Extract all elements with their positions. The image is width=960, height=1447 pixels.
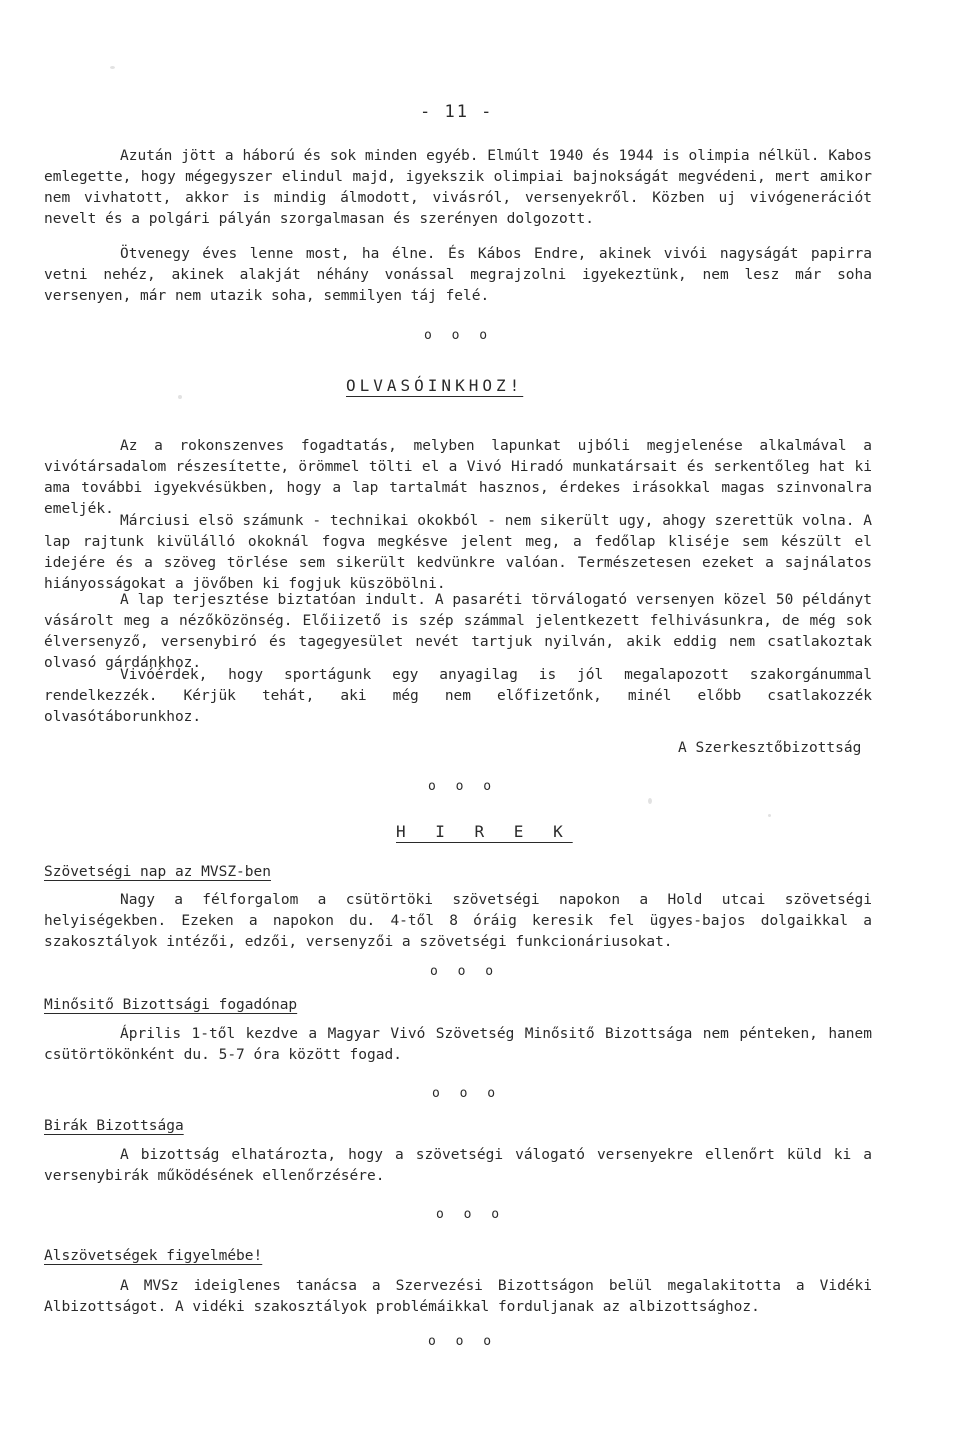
readers-paragraph-4: Vivóérdek, hogy sportágunk egy anyagilag is jól megalapozott szakorgánummal rendelkezzék. Kérjük tehát, aki még nem előfizetőnk, minél előbb csatlakozzék olvasótáborunkhoz. — [44, 667, 872, 725]
page-number: - 11 - — [420, 102, 494, 122]
news-heading-2: Minősitő Bizottsági fogadónap — [44, 997, 298, 1013]
paper-speck — [178, 395, 182, 399]
news-text-4: A MVSz ideiglenes tanácsa a Szervezési Bizottságon belül megalakitotta a Vidéki Albizottságot. A vidéki szakosztályok problémáikkal forduljanak az albizottsághoz. — [44, 1278, 872, 1315]
paper-speck — [110, 66, 115, 69]
section-separator: o o o — [436, 1207, 506, 1222]
intro-paragraph-2: Ötvenegy éves lenne most, ha élne. És Kábos Endre, akinek vivói nagyságát papirra vetni nehéz, akinek alakját néhány vonással megrajzolni igyekeztünk, nem lesz már soha versenyen, már nem utazik soha, semmilyen táj felé. — [44, 246, 872, 304]
paper-speck — [768, 814, 771, 817]
news-text-3: A bizottság elhatározta, hogy a szövetségi válogató versenyekre ellenőrt küld ki a versenybirák működésének ellenőrzésére. — [44, 1147, 872, 1184]
section-separator: o o o — [430, 964, 500, 979]
section-separator: o o o — [428, 1334, 498, 1349]
news-heading-4: Alszövetségek figyelmébe! — [44, 1248, 263, 1264]
readers-section-title: OLVASÓINKHOZ! — [346, 376, 524, 395]
editorial-signature: A Szerkesztőbizottság — [678, 740, 862, 756]
news-text-2: Április 1-től kezdve a Magyar Vivó Szövetség Minősitő Bizottsága nem pénteken, hanem csütörtökönként du. 5-7 óra között fogad. — [44, 1026, 872, 1063]
news-text-1: Nagy a félforgalom a csütörtöki szövetségi napokon a Hold utcai szövetségi helyiségekben. Ezeken a napokon du. 4-től 8 óráig keresik fel ügyes-bajos dolgaikkal a szakosztályok intézői, edzői, versenyzői a szövetségi funkcionáriusokat. — [44, 892, 872, 950]
news-section-title: H I R E K — [396, 822, 573, 841]
news-heading-1: Szövetségi nap az MVSZ-ben — [44, 864, 271, 880]
intro-paragraph-1: Azután jött a háború és sok minden egyéb. Elmúlt 1940 és 1944 is olimpia nélkül. Kabos emlegette, hogy mégegyszer elindul majd, igyekszik olimpiai bajnokságát megvédeni, mert amikor nem vivhatott, akkor is mindig álmodott, vivásról, versenyekről. Közben uj vivógenerációt nevelt és a polgári pályán szorgalmasan és szerényen dolgozott. — [44, 148, 872, 227]
news-heading-3: Birák Bizottsága — [44, 1118, 184, 1134]
section-separator: o o o — [432, 1086, 502, 1101]
section-separator: o o o — [428, 779, 498, 794]
section-separator: o o o — [424, 328, 494, 343]
readers-paragraph-1: Az a rokonszenves fogadtatás, melyben lapunkat ujbóli megjelenése alkalmával a vivótársadalom részesítette, örömmel tölti el a Vivó Hiradó munkatársait és serkentőleg hat ki ama további igyekvésükben, hogy a lap tartalmát hasznos, érdekes irásokkal magas szinvonalra emeljék. — [44, 438, 872, 517]
readers-paragraph-3: A lap terjesztése biztatóan indult. A pasaréti törválogató versenyen közel 50 példányt vásárolt meg a nézőközönség. Előiizető is szép számmal jelentkezett felhivásunkra, de még sok élversenyző, versenybiró és tagegyesület nevét tartjuk nyilván, akik eddig nem csatlakoztak olvasó gárdánkhoz. — [44, 592, 872, 671]
paper-speck — [648, 798, 652, 804]
readers-paragraph-2: Márciusi elsö számunk - technikai okokból - nem sikerült ugy, ahogy szerettük volna. A lap rajtunk kivülálló okoknál fogva megkésve jelent meg, a fedőlap kliséje sem készült el idejére és a szöveg törlése sem sikerült kedvünkre valóan. Természetesen ezeket a sajnálatos hiányosságokat a jövőben ki fogjuk küszöbölni. — [44, 513, 872, 592]
